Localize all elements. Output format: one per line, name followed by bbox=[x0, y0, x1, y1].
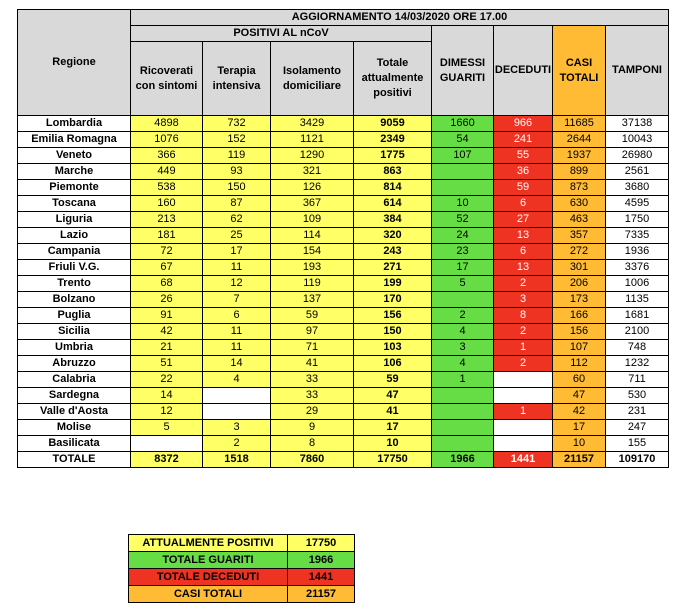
summary-row bbox=[129, 569, 355, 586]
summary-value: 1441 bbox=[288, 569, 355, 586]
cell-tamponi: 711 bbox=[606, 372, 669, 388]
cell-deceduti: 1 bbox=[494, 404, 553, 420]
cell-totale: 150 bbox=[354, 324, 432, 340]
cell-ricoverati: 538 bbox=[131, 180, 203, 196]
cell-terapia: 2 bbox=[203, 436, 271, 452]
cell-casi: 2644 bbox=[553, 132, 606, 148]
cell-isolamento: 114 bbox=[271, 228, 354, 244]
cell-tamponi: 247 bbox=[606, 420, 669, 436]
cell-totale: 17750 bbox=[354, 452, 432, 468]
cell-terapia: 11 bbox=[203, 324, 271, 340]
cell-ricoverati: 72 bbox=[131, 244, 203, 260]
cell-terapia: 12 bbox=[203, 276, 271, 292]
cell-isolamento: 367 bbox=[271, 196, 354, 212]
cell-totale: 614 bbox=[354, 196, 432, 212]
cell-regione: Emilia Romagna bbox=[18, 132, 131, 148]
cell-dimessi: 52 bbox=[432, 212, 494, 228]
cell-regione: Lazio bbox=[18, 228, 131, 244]
cell-deceduti: 1441 bbox=[494, 452, 553, 468]
cell-deceduti: 241 bbox=[494, 132, 553, 148]
cell-deceduti: 1 bbox=[494, 340, 553, 356]
table-row bbox=[18, 180, 669, 196]
cell-regione: Toscana bbox=[18, 196, 131, 212]
cell-dimessi: 17 bbox=[432, 260, 494, 276]
cell-deceduti: 2 bbox=[494, 324, 553, 340]
cell-tamponi: 26980 bbox=[606, 148, 669, 164]
cell-deceduti: 55 bbox=[494, 148, 553, 164]
cell-regione: Calabria bbox=[18, 372, 131, 388]
cell-casi: 272 bbox=[553, 244, 606, 260]
cell-totale: 103 bbox=[354, 340, 432, 356]
cell-deceduti: 2 bbox=[494, 356, 553, 372]
cell-tamponi: 1681 bbox=[606, 308, 669, 324]
cell-regione: Veneto bbox=[18, 148, 131, 164]
cell-casi: 11685 bbox=[553, 116, 606, 132]
cell-tamponi: 1232 bbox=[606, 356, 669, 372]
cell-casi: 21157 bbox=[553, 452, 606, 468]
table-row bbox=[18, 436, 669, 452]
cell-ricoverati: 91 bbox=[131, 308, 203, 324]
summary-label: TOTALE DECEDUTI bbox=[129, 569, 288, 586]
cell-casi: 463 bbox=[553, 212, 606, 228]
cell-totale: 271 bbox=[354, 260, 432, 276]
cell-deceduti bbox=[494, 436, 553, 452]
cell-isolamento: 1121 bbox=[271, 132, 354, 148]
cell-terapia: 11 bbox=[203, 260, 271, 276]
cell-regione: Bolzano bbox=[18, 292, 131, 308]
cell-dimessi bbox=[432, 420, 494, 436]
cell-isolamento: 59 bbox=[271, 308, 354, 324]
cell-tamponi: 37138 bbox=[606, 116, 669, 132]
header-totale-positivi: Totale attualmente positivi bbox=[354, 42, 432, 116]
cell-isolamento: 154 bbox=[271, 244, 354, 260]
cell-regione: Campania bbox=[18, 244, 131, 260]
cell-deceduti: 27 bbox=[494, 212, 553, 228]
cell-terapia: 150 bbox=[203, 180, 271, 196]
cell-tamponi: 3376 bbox=[606, 260, 669, 276]
cell-casi: 630 bbox=[553, 196, 606, 212]
cell-casi: 17 bbox=[553, 420, 606, 436]
cell-deceduti: 8 bbox=[494, 308, 553, 324]
cell-deceduti: 2 bbox=[494, 276, 553, 292]
cell-dimessi bbox=[432, 436, 494, 452]
cell-terapia bbox=[203, 388, 271, 404]
header-isolamento: Isolamento domiciliare bbox=[271, 42, 354, 116]
cell-tamponi: 2561 bbox=[606, 164, 669, 180]
cell-totale: 106 bbox=[354, 356, 432, 372]
cell-tamponi: 530 bbox=[606, 388, 669, 404]
cell-tamponi: 1006 bbox=[606, 276, 669, 292]
cell-regione: Lombardia bbox=[18, 116, 131, 132]
cell-terapia: 7 bbox=[203, 292, 271, 308]
cell-terapia: 4 bbox=[203, 372, 271, 388]
cell-terapia: 119 bbox=[203, 148, 271, 164]
cell-ricoverati: 1076 bbox=[131, 132, 203, 148]
cell-casi: 357 bbox=[553, 228, 606, 244]
summary-value: 21157 bbox=[288, 586, 355, 603]
cell-ricoverati: 160 bbox=[131, 196, 203, 212]
cell-regione: Basilicata bbox=[18, 436, 131, 452]
totals-row bbox=[18, 452, 669, 468]
cell-dimessi: 54 bbox=[432, 132, 494, 148]
summary-row bbox=[129, 586, 355, 603]
cell-ricoverati: 8372 bbox=[131, 452, 203, 468]
cell-terapia: 3 bbox=[203, 420, 271, 436]
cell-ricoverati: 68 bbox=[131, 276, 203, 292]
cell-terapia: 732 bbox=[203, 116, 271, 132]
cell-dimessi bbox=[432, 404, 494, 420]
summary-table bbox=[128, 534, 355, 603]
summary-label: TOTALE GUARITI bbox=[129, 552, 288, 569]
table-row bbox=[18, 292, 669, 308]
table-row bbox=[18, 420, 669, 436]
table-row bbox=[18, 132, 669, 148]
summary-label: CASI TOTALI bbox=[129, 586, 288, 603]
cell-ricoverati: 213 bbox=[131, 212, 203, 228]
cell-regione: Liguria bbox=[18, 212, 131, 228]
cell-dimessi: 1660 bbox=[432, 116, 494, 132]
cell-dimessi: 10 bbox=[432, 196, 494, 212]
cell-regione: Sardegna bbox=[18, 388, 131, 404]
cell-terapia: 25 bbox=[203, 228, 271, 244]
cell-casi: 873 bbox=[553, 180, 606, 196]
cell-dimessi: 3 bbox=[432, 340, 494, 356]
summary-row bbox=[129, 552, 355, 569]
cell-totale: 17 bbox=[354, 420, 432, 436]
cell-regione: Molise bbox=[18, 420, 131, 436]
cell-dimessi bbox=[432, 180, 494, 196]
cell-isolamento: 9 bbox=[271, 420, 354, 436]
cell-ricoverati: 51 bbox=[131, 356, 203, 372]
summary-label: ATTUALMENTE POSITIVI bbox=[129, 535, 288, 552]
cell-casi: 206 bbox=[553, 276, 606, 292]
cell-deceduti: 13 bbox=[494, 228, 553, 244]
cell-casi: 107 bbox=[553, 340, 606, 356]
cell-tamponi: 2100 bbox=[606, 324, 669, 340]
cell-regione: Umbria bbox=[18, 340, 131, 356]
cell-totale: 170 bbox=[354, 292, 432, 308]
cell-regione: TOTALE bbox=[18, 452, 131, 468]
cell-ricoverati: 4898 bbox=[131, 116, 203, 132]
cell-regione: Friuli V.G. bbox=[18, 260, 131, 276]
cell-deceduti bbox=[494, 372, 553, 388]
cell-totale: 10 bbox=[354, 436, 432, 452]
cell-casi: 166 bbox=[553, 308, 606, 324]
table-row bbox=[18, 148, 669, 164]
cell-terapia: 14 bbox=[203, 356, 271, 372]
cell-terapia: 93 bbox=[203, 164, 271, 180]
cell-ricoverati: 26 bbox=[131, 292, 203, 308]
cell-isolamento: 29 bbox=[271, 404, 354, 420]
cell-terapia: 152 bbox=[203, 132, 271, 148]
cell-ricoverati: 22 bbox=[131, 372, 203, 388]
table-title: AGGIORNAMENTO 14/03/2020 ORE 17.00 bbox=[131, 10, 669, 26]
cell-isolamento: 109 bbox=[271, 212, 354, 228]
table-row bbox=[18, 164, 669, 180]
cell-ricoverati: 366 bbox=[131, 148, 203, 164]
cell-tamponi: 10043 bbox=[606, 132, 669, 148]
cell-casi: 112 bbox=[553, 356, 606, 372]
cell-isolamento: 3429 bbox=[271, 116, 354, 132]
cell-casi: 156 bbox=[553, 324, 606, 340]
cell-dimessi: 1 bbox=[432, 372, 494, 388]
cell-deceduti: 59 bbox=[494, 180, 553, 196]
cell-dimessi bbox=[432, 292, 494, 308]
cell-isolamento: 7860 bbox=[271, 452, 354, 468]
table-row bbox=[18, 356, 669, 372]
cell-isolamento: 321 bbox=[271, 164, 354, 180]
cell-dimessi: 107 bbox=[432, 148, 494, 164]
table-row bbox=[18, 340, 669, 356]
cell-casi: 899 bbox=[553, 164, 606, 180]
table-row bbox=[18, 324, 669, 340]
summary-row bbox=[129, 535, 355, 552]
cell-casi: 10 bbox=[553, 436, 606, 452]
cell-ricoverati: 5 bbox=[131, 420, 203, 436]
cell-isolamento: 126 bbox=[271, 180, 354, 196]
cell-deceduti: 36 bbox=[494, 164, 553, 180]
cell-regione: Sicilia bbox=[18, 324, 131, 340]
cell-dimessi bbox=[432, 388, 494, 404]
cell-totale: 814 bbox=[354, 180, 432, 196]
header-casi: CASI TOTALI bbox=[553, 26, 606, 116]
cell-deceduti: 6 bbox=[494, 196, 553, 212]
header-dimessi: DIMESSI GUARITI bbox=[432, 26, 494, 116]
cell-dimessi: 4 bbox=[432, 356, 494, 372]
cell-regione: Trento bbox=[18, 276, 131, 292]
cell-ricoverati: 12 bbox=[131, 404, 203, 420]
cell-totale: 199 bbox=[354, 276, 432, 292]
cell-totale: 243 bbox=[354, 244, 432, 260]
cell-dimessi: 4 bbox=[432, 324, 494, 340]
cell-terapia bbox=[203, 404, 271, 420]
cell-casi: 42 bbox=[553, 404, 606, 420]
cell-tamponi: 3680 bbox=[606, 180, 669, 196]
cell-regione: Puglia bbox=[18, 308, 131, 324]
cell-regione: Marche bbox=[18, 164, 131, 180]
header-tamponi: TAMPONI bbox=[606, 26, 669, 116]
cell-deceduti bbox=[494, 388, 553, 404]
cell-isolamento: 71 bbox=[271, 340, 354, 356]
cell-isolamento: 1290 bbox=[271, 148, 354, 164]
cell-totale: 59 bbox=[354, 372, 432, 388]
cell-isolamento: 193 bbox=[271, 260, 354, 276]
cell-casi: 60 bbox=[553, 372, 606, 388]
header-ricoverati: Ricoverati con sintomi bbox=[131, 42, 203, 116]
table-row bbox=[18, 116, 669, 132]
cell-deceduti bbox=[494, 420, 553, 436]
cell-terapia: 1518 bbox=[203, 452, 271, 468]
cell-regione: Valle d'Aosta bbox=[18, 404, 131, 420]
covid-data-table bbox=[17, 9, 669, 468]
cell-dimessi: 5 bbox=[432, 276, 494, 292]
cell-dimessi bbox=[432, 164, 494, 180]
cell-ricoverati: 42 bbox=[131, 324, 203, 340]
header-terapia: Terapia intensiva bbox=[203, 42, 271, 116]
cell-casi: 1937 bbox=[553, 148, 606, 164]
cell-isolamento: 137 bbox=[271, 292, 354, 308]
summary-value: 1966 bbox=[288, 552, 355, 569]
cell-isolamento: 97 bbox=[271, 324, 354, 340]
cell-terapia: 6 bbox=[203, 308, 271, 324]
cell-deceduti: 3 bbox=[494, 292, 553, 308]
table-row bbox=[18, 276, 669, 292]
cell-totale: 9059 bbox=[354, 116, 432, 132]
summary-value: 17750 bbox=[288, 535, 355, 552]
cell-ricoverati bbox=[131, 436, 203, 452]
table-row bbox=[18, 260, 669, 276]
cell-totale: 156 bbox=[354, 308, 432, 324]
cell-totale: 1775 bbox=[354, 148, 432, 164]
table-row bbox=[18, 244, 669, 260]
header-positivi: POSITIVI AL nCoV bbox=[131, 26, 432, 42]
cell-ricoverati: 67 bbox=[131, 260, 203, 276]
cell-terapia: 62 bbox=[203, 212, 271, 228]
cell-totale: 863 bbox=[354, 164, 432, 180]
cell-dimessi: 23 bbox=[432, 244, 494, 260]
cell-deceduti: 966 bbox=[494, 116, 553, 132]
cell-regione: Piemonte bbox=[18, 180, 131, 196]
cell-tamponi: 155 bbox=[606, 436, 669, 452]
cell-tamponi: 1936 bbox=[606, 244, 669, 260]
cell-totale: 320 bbox=[354, 228, 432, 244]
cell-ricoverati: 21 bbox=[131, 340, 203, 356]
cell-tamponi: 231 bbox=[606, 404, 669, 420]
cell-totale: 47 bbox=[354, 388, 432, 404]
cell-tamponi: 109170 bbox=[606, 452, 669, 468]
cell-deceduti: 13 bbox=[494, 260, 553, 276]
cell-casi: 301 bbox=[553, 260, 606, 276]
cell-deceduti: 6 bbox=[494, 244, 553, 260]
cell-totale: 2349 bbox=[354, 132, 432, 148]
cell-totale: 41 bbox=[354, 404, 432, 420]
table-row bbox=[18, 388, 669, 404]
header-deceduti: DECEDUTI bbox=[494, 26, 553, 116]
cell-terapia: 87 bbox=[203, 196, 271, 212]
table-row bbox=[18, 404, 669, 420]
cell-ricoverati: 181 bbox=[131, 228, 203, 244]
table-row bbox=[18, 308, 669, 324]
cell-casi: 47 bbox=[553, 388, 606, 404]
cell-tamponi: 7335 bbox=[606, 228, 669, 244]
cell-dimessi: 2 bbox=[432, 308, 494, 324]
header-regione: Regione bbox=[18, 10, 131, 116]
cell-ricoverati: 14 bbox=[131, 388, 203, 404]
cell-dimessi: 24 bbox=[432, 228, 494, 244]
cell-regione: Abruzzo bbox=[18, 356, 131, 372]
table-row bbox=[18, 196, 669, 212]
cell-ricoverati: 449 bbox=[131, 164, 203, 180]
cell-dimessi: 1966 bbox=[432, 452, 494, 468]
cell-totale: 384 bbox=[354, 212, 432, 228]
cell-isolamento: 119 bbox=[271, 276, 354, 292]
cell-tamponi: 1135 bbox=[606, 292, 669, 308]
cell-terapia: 17 bbox=[203, 244, 271, 260]
table-row bbox=[18, 228, 669, 244]
cell-terapia: 11 bbox=[203, 340, 271, 356]
cell-isolamento: 8 bbox=[271, 436, 354, 452]
cell-isolamento: 33 bbox=[271, 388, 354, 404]
cell-casi: 173 bbox=[553, 292, 606, 308]
cell-tamponi: 748 bbox=[606, 340, 669, 356]
table-row bbox=[18, 372, 669, 388]
cell-isolamento: 41 bbox=[271, 356, 354, 372]
cell-tamponi: 4595 bbox=[606, 196, 669, 212]
cell-isolamento: 33 bbox=[271, 372, 354, 388]
table-row bbox=[18, 212, 669, 228]
cell-tamponi: 1750 bbox=[606, 212, 669, 228]
